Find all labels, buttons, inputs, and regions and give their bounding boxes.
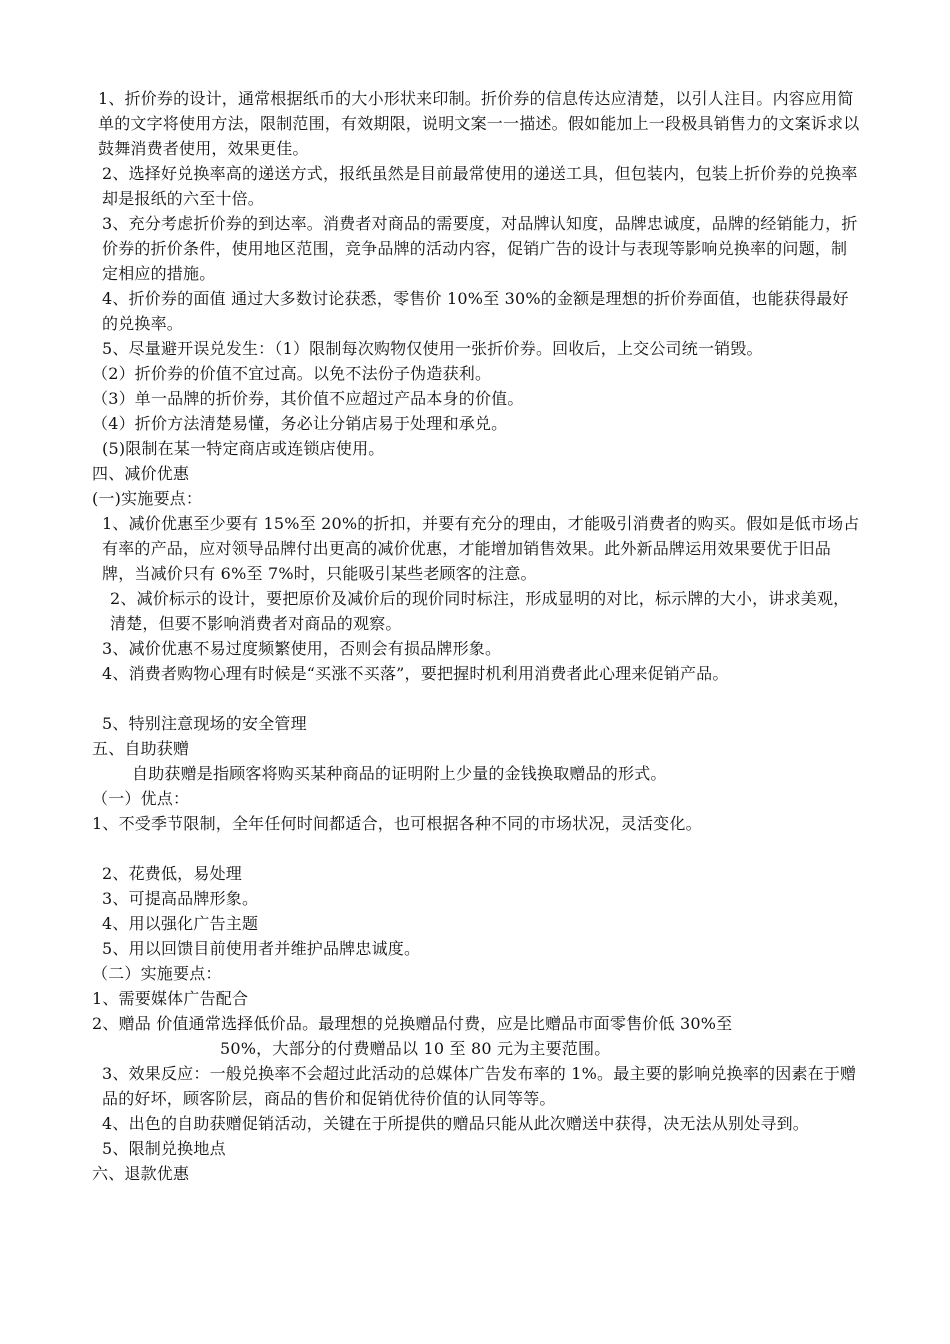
paragraph: 3、效果反应：一般兑换率不会超过此活动的总媒体广告发布率的 1%。最主要的影响兑换率的因素在于赠品的好坏，顾客阶层，商品的售价和促销优待价值的认同等等。 — [102, 1064, 857, 1108]
paragraph: 1、折价券的设计，通常根据纸币的大小形状来印制。折价券的信息传达应清楚，以引人注目。内容应用简单的文字将使用方法，限制范围，有效期限，说明文案一一描述。假如能加上一段极具销售力的文案诉求以鼓舞消费者使用，效果更佳。 — [98, 89, 860, 158]
paragraph: 5、用以回馈目前使用者并维护品牌忠诚度。 — [102, 939, 421, 958]
paragraph: （2）折价券的价值不宜过高。以免不法份子伪造获利。 — [92, 364, 492, 383]
blank-line — [92, 686, 862, 711]
section-heading: 四、减价优惠 — [92, 464, 190, 483]
paragraph: 5、特别注意现场的安全管理 — [102, 714, 307, 733]
paragraph: 4、消费者购物心理有时候是“买涨不买落”，要把握时机利用消费者此心理来促销产品。 — [102, 664, 729, 683]
paragraph: （4）折价方法清楚易懂，务必让分销店易于处理和承兑。 — [92, 414, 508, 433]
paragraph: （3）单一品牌的折价券，其价值不应超过产品本身的价值。 — [92, 389, 524, 408]
subsection-heading: (一)实施要点： — [92, 489, 203, 508]
paragraph: 50%，大部分的付费赠品以 10 至 80 元为主要范围。 — [220, 1039, 611, 1058]
paragraph: 1、减价优惠至少要有 15%至 20%的折扣，并要有充分的理由，才能吸引消费者的购买。假如是低市场占有率的产品，应对领导品牌付出更高的减价优惠，才能增加销售效果。此外新品牌运用效果要优于旧品牌，当减价只有 6%至 7%时，只能吸引某些老顾客的注意。 — [102, 514, 860, 583]
paragraph: 1、需要媒体广告配合 — [92, 989, 249, 1008]
paragraph: 5、尽量避开误兑发生：（1）限制每次购物仅使用一张折价券。回收后，上交公司统一销毁。 — [102, 339, 763, 358]
paragraph: 2、减价标示的设计，要把原价及减价后的现价同时标注，形成显明的对比，标示牌的大小，讲求美观，清楚，但要不影响消费者对商品的观察。 — [110, 589, 850, 633]
document-page — [92, 86, 862, 1186]
blank-line — [92, 836, 862, 861]
paragraph: 4、用以强化广告主题 — [102, 914, 259, 933]
paragraph: 2、赠品 价值通常选择低价品。最理想的兑换赠品付费，应是比赠品市面零售价低 30%至 — [92, 1014, 733, 1033]
paragraph: 4、折价券的面值 通过大多数讨论获悉，零售价 10%至 30%的金额是理想的折价券面值，也能获得最好的兑换率。 — [102, 289, 849, 333]
paragraph: 2、花费低，易处理 — [102, 864, 242, 883]
section-heading: 五、自助获赠 — [92, 739, 190, 758]
paragraph: 2、选择好兑换率高的递送方式，报纸虽然是目前最常使用的递送工具，但包装内，包装上折价券的兑换率却是报纸的六至十倍。 — [102, 164, 858, 208]
paragraph: 5、限制兑换地点 — [102, 1139, 226, 1158]
paragraph: 3、减价优惠不易过度频繁使用，否则会有损品牌形象。 — [102, 639, 502, 658]
subsection-heading: （一）优点： — [92, 789, 190, 808]
section-heading: 六、退款优惠 — [92, 1164, 190, 1183]
subsection-heading: （二）实施要点： — [92, 964, 222, 983]
paragraph: (5)限制在某一特定商店或连锁店使用。 — [102, 439, 385, 458]
paragraph: 3、充分考虑折价券的到达率。消费者对商品的需要度，对品牌认知度，品牌忠诚度，品牌的经销能力，折价券的折价条件，使用地区范围，竞争品牌的活动内容，促销广告的设计与表现等影响兑换率的问题，制定相应的措施。 — [102, 214, 858, 283]
paragraph: 自助获赠是指顾客将购买某种商品的证明附上少量的金钱换取赠品的形式。 — [132, 764, 667, 783]
paragraph: 1、不受季节限制，全年任何时间都适合，也可根据各种不同的市场状况，灵活变化。 — [92, 814, 702, 833]
paragraph: 4、出色的自助获赠促销活动，关键在于所提供的赠品只能从此次赠送中获得，决无法从别处寻到。 — [102, 1114, 809, 1133]
paragraph: 3、可提高品牌形象。 — [102, 889, 259, 908]
